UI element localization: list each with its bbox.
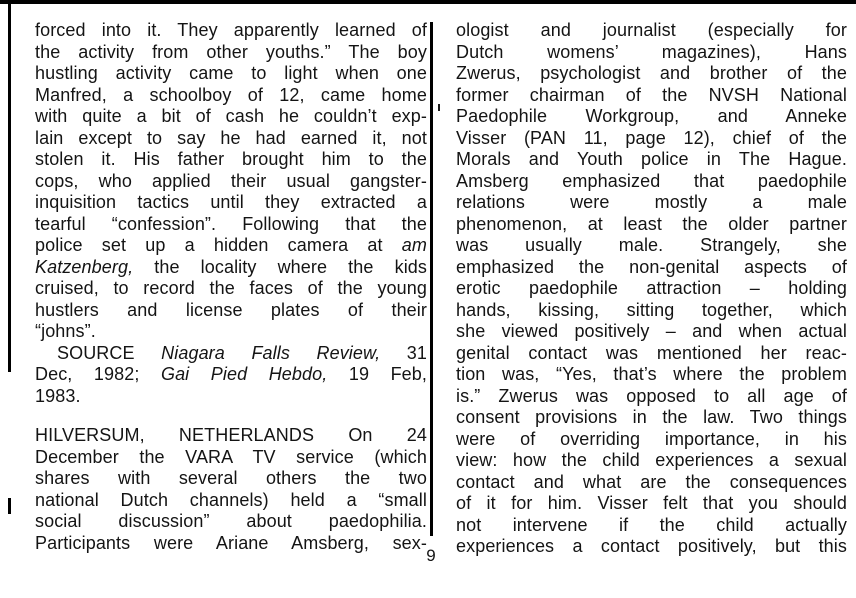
- text-segment: SOURCE: [57, 342, 162, 363]
- text-segment: of it for him. Visser felt that you should: [456, 493, 847, 513]
- column-divider-line: [430, 22, 433, 536]
- text-segment: erotic paedophile attraction – holding: [456, 278, 847, 298]
- text-segment: “johns”.: [35, 321, 96, 341]
- text-segment: Dutch womens’ magazines), Hans: [456, 41, 847, 62]
- text-line: [456, 278, 847, 300]
- text-segment: shares with several others the two: [35, 468, 427, 488]
- text-line: [456, 515, 847, 537]
- text-segment: December the VARA TV service (which: [35, 446, 427, 467]
- text-line: [35, 511, 427, 533]
- text-segment: experiences a contact positively, but this: [456, 536, 847, 556]
- paragraph: [456, 20, 847, 558]
- text-segment: Amsberg emphasized that paedophile: [456, 170, 847, 191]
- left-border-line: [8, 0, 11, 372]
- text-line: [35, 20, 427, 42]
- text-segment: HILVERSUM, NETHERLANDS On 24: [35, 425, 427, 445]
- scan-speck-artifact: [438, 104, 440, 111]
- left-column: [35, 20, 427, 554]
- text-line: [456, 429, 847, 451]
- text-segment: phenomenon, at least the older partner: [456, 213, 847, 234]
- text-line: [456, 386, 847, 408]
- text-line: [35, 533, 427, 555]
- text-segment: social discussion” about paedophilia.: [35, 511, 427, 531]
- text-line: [456, 450, 847, 472]
- text-line: [456, 235, 847, 257]
- paragraph: [35, 343, 427, 408]
- text-line: [456, 343, 847, 365]
- text-line: [35, 149, 427, 171]
- text-line: [456, 106, 847, 128]
- text-line: [35, 106, 427, 128]
- text-segment: hustlers and license plates of their: [35, 299, 427, 320]
- text-segment: is.” Zwerus was opposed to all age of: [456, 385, 847, 406]
- text-segment: 31: [380, 342, 427, 363]
- text-line: [35, 278, 427, 300]
- text-line: [35, 257, 427, 279]
- italic-text-segment: am: [401, 235, 427, 255]
- text-segment: contact and what are the consequences: [456, 471, 847, 492]
- page-number: 9: [426, 546, 436, 565]
- text-line: [456, 300, 847, 322]
- text-segment: Zwerus, psychologist and brother of the: [456, 63, 847, 83]
- text-segment: the locality where the kids: [133, 256, 427, 277]
- text-line: [35, 85, 427, 107]
- text-segment: cops, who applied their usual gangster-: [35, 170, 427, 191]
- text-segment: ologist and journalist (especially for: [456, 20, 847, 40]
- text-line: [456, 536, 847, 558]
- text-line: [456, 321, 847, 343]
- text-line: [456, 407, 847, 429]
- text-line: [35, 214, 427, 236]
- text-line: [35, 447, 427, 469]
- text-line: [456, 257, 847, 279]
- text-line: [35, 386, 427, 408]
- text-segment: were of overriding importance, in his: [456, 428, 847, 449]
- text-line: [456, 20, 847, 42]
- text-segment: tearful “confession”. Following that the: [35, 213, 427, 234]
- text-line: [35, 235, 427, 257]
- text-segment: emphasized the non-genital aspects of: [456, 256, 847, 277]
- text-segment: view: how the child experiences a sexual: [456, 450, 847, 470]
- text-segment: tion was, “Yes, that’s where the problem: [456, 364, 847, 384]
- text-line: [456, 493, 847, 515]
- text-segment: the activity from other youths.” The boy: [35, 41, 427, 62]
- text-line: [456, 472, 847, 494]
- text-segment: stolen it. His father brought him to the: [35, 149, 427, 169]
- text-segment: 1983.: [35, 385, 81, 406]
- text-segment: consent provisions in the law. Two things: [456, 407, 847, 427]
- text-line: [456, 171, 847, 193]
- text-segment: Manfred, a schoolboy of 12, came home: [35, 84, 427, 105]
- text-segment: she viewed positively – and when actual: [456, 321, 847, 341]
- text-segment: Morals and Youth police in The Hague.: [456, 149, 847, 169]
- text-line: [456, 192, 847, 214]
- text-line: [35, 425, 427, 447]
- text-segment: relations were mostly a male: [456, 192, 847, 212]
- text-segment: cruised, to record the faces of the young: [35, 278, 427, 298]
- text-line: [35, 171, 427, 193]
- italic-text-segment: Gai Pied Hebdo,: [160, 364, 328, 384]
- left-edge-artifact: [8, 498, 11, 514]
- text-line: [456, 214, 847, 236]
- text-segment: Participants were Ariane Amsberg, sex-: [35, 532, 427, 553]
- italic-text-segment: Katzenberg,: [35, 256, 134, 277]
- text-segment: hands, kissing, sitting together, which: [456, 299, 847, 320]
- text-line: [456, 42, 847, 64]
- top-border-line: [0, 0, 856, 4]
- text-line: [35, 364, 427, 386]
- text-line: [35, 42, 427, 64]
- text-line: [35, 128, 427, 150]
- text-line: [456, 149, 847, 171]
- text-line: [456, 128, 847, 150]
- text-segment: Paedophile Workgroup, and Anneke: [456, 106, 847, 126]
- italic-text-segment: Niagara Falls Review,: [161, 342, 381, 363]
- text-line: [35, 468, 427, 490]
- text-line: [35, 63, 427, 85]
- text-line: [35, 300, 427, 322]
- text-segment: forced into it. They apparently learned of: [35, 20, 427, 40]
- text-segment: national Dutch channels) held a “small: [35, 489, 427, 510]
- paragraph: [35, 425, 427, 554]
- text-segment: Dec, 1982;: [35, 364, 161, 384]
- text-segment: was usually male. Strangely, she: [456, 235, 847, 255]
- text-line: [456, 63, 847, 85]
- text-segment: inquisition tactics until they extracted a: [35, 192, 427, 212]
- text-line: [35, 321, 427, 343]
- text-segment: not intervene if the child actually: [456, 514, 847, 535]
- text-segment: police set up a hidden camera at: [35, 235, 402, 255]
- text-segment: genital contact was mentioned her reac-: [456, 342, 847, 363]
- paragraph: [35, 20, 427, 343]
- text-line: [456, 85, 847, 107]
- text-line: [35, 490, 427, 512]
- text-segment: 19 Feb,: [327, 364, 427, 384]
- text-segment: with quite a bit of cash he couldn’t exp-: [35, 106, 427, 126]
- text-segment: lain except to say he had earned it, not: [35, 127, 427, 148]
- right-column: [456, 20, 847, 558]
- text-line: [35, 192, 427, 214]
- text-line: [456, 364, 847, 386]
- text-segment: hustling activity came to light when one: [35, 63, 427, 83]
- text-line: [35, 343, 427, 365]
- text-segment: former chairman of the NVSH National: [456, 84, 847, 105]
- text-segment: Visser (PAN 11, page 12), chief of the: [456, 127, 847, 148]
